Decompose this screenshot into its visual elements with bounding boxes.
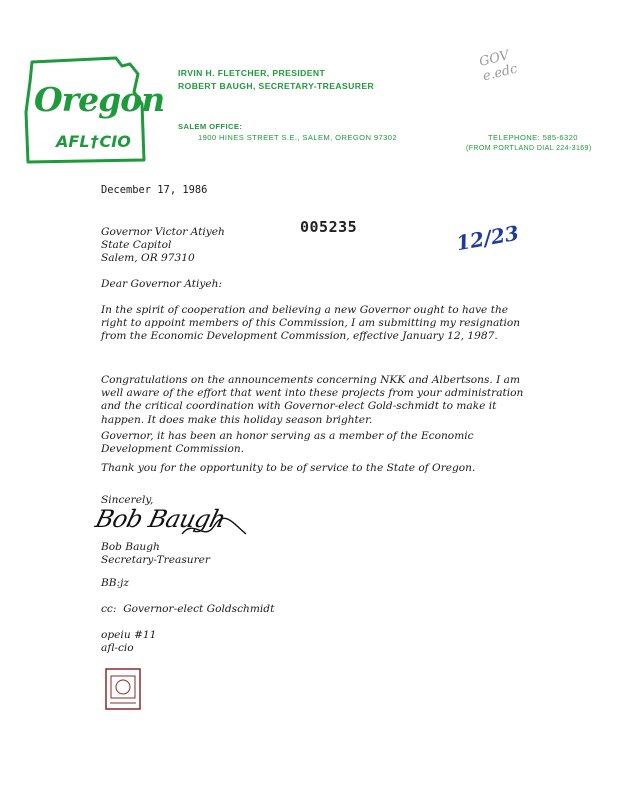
salutation: Dear Governor Atiyeh: — [101, 278, 223, 290]
office-address: 1900 HINES STREET S.E., SALEM, OREGON 97302 — [198, 133, 397, 142]
logo-afl-cio — [56, 132, 131, 151]
union-line-2: afl-cio — [101, 642, 134, 655]
recipient-name: Governor Victor Atiyeh — [101, 226, 225, 238]
paragraph-1: In the spirit of cooperation and believing a new Governor ought to have the right to appoint members of this Commission, I am submitting my resignation from the Economic Development Commission, effective January 12, 1987. — [101, 304, 521, 343]
logo-torch-icon: † — [90, 132, 99, 151]
president-line: IRVIN H. FLETCHER, PRESIDENT — [178, 68, 326, 78]
logo-cio: CIO — [99, 132, 131, 151]
letterhead-logo — [20, 52, 165, 172]
office-label: SALEM OFFICE: — [178, 122, 243, 131]
union-line-1: opeiu #11 — [101, 629, 157, 641]
telephone: TELEPHONE: 585-6320 — [488, 133, 578, 142]
recipient-city-line: Salem, OR 97310 — [101, 252, 195, 265]
top-right-handwriting: GOV e.edc — [477, 48, 520, 85]
cc-line — [101, 603, 274, 616]
initials: BB:jz — [101, 577, 130, 589]
union-label-stamp-icon — [105, 668, 141, 714]
cc-value: Governor-elect Goldschmidt — [123, 603, 275, 615]
cc-label: cc: — [101, 603, 117, 615]
union-block — [101, 629, 156, 655]
date-handwriting: 12/23 — [454, 220, 521, 256]
paragraph-2: Congratulations on the announcements concerning NKK and Albertsons. I am well aware of the effort that went into these projects from your administration and the critical coordination with Governor-elect Gold-schmidt to make it happen. It does make this holiday season brighter. — [101, 374, 524, 426]
signer-name: Bob Baugh — [101, 541, 160, 553]
portland-dial: (FROM PORTLAND DIAL 224-3169) — [466, 145, 592, 152]
closing: Sincerely, — [101, 494, 154, 506]
doc-number-stamp: 005235 — [300, 218, 358, 236]
letter-date: December 17, 1986 — [101, 184, 208, 196]
logo-afl: AFL — [56, 132, 90, 151]
signature: Bob Baugh — [92, 505, 229, 533]
recipient-block — [101, 226, 225, 266]
paragraph-3: Governor, it has been an honor serving as a member of the Economic Development Commission. — [101, 430, 474, 456]
secretary-line: ROBERT BAUGH, SECRETARY-TREASURER — [178, 81, 375, 91]
paragraph-4: Thank you for the opportunity to be of service to the State of Oregon. — [101, 462, 476, 474]
recipient-address-line: State Capitol — [101, 239, 172, 252]
logo-oregon-word: Oregon — [34, 80, 165, 119]
signer-block — [101, 541, 210, 567]
signer-title: Secretary-Treasurer — [101, 554, 210, 567]
